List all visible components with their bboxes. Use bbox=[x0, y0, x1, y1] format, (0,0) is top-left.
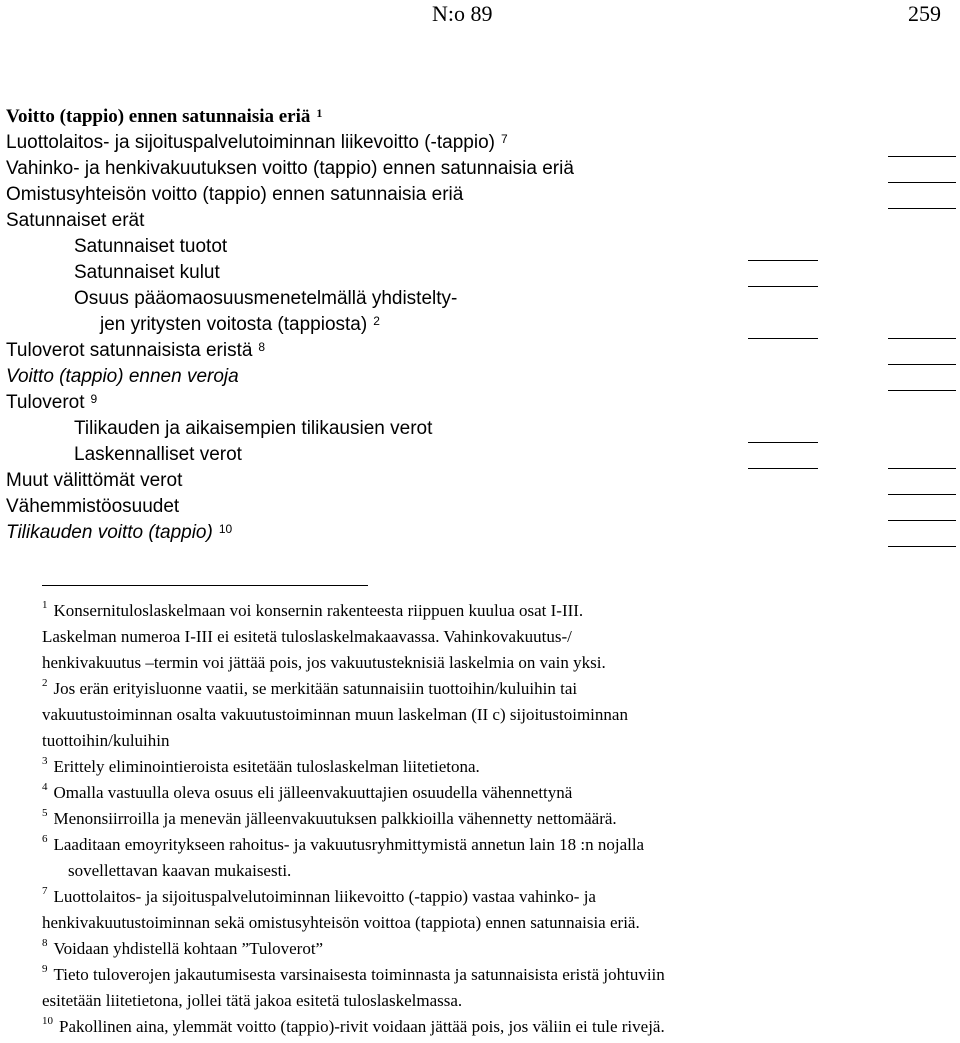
row-taxes-extraordinary: Tuloverot satunnaisista eristä $^8$ bbox=[6, 340, 266, 361]
footnote: $^2$ Jos erän erityisluonne vaatii, se merkitään satunnaisiin tuottoihin/kuluihin tai bbox=[42, 677, 578, 698]
footnote-ref: 10 bbox=[218, 522, 233, 536]
row-income-taxes: Tuloverot $^9$ bbox=[6, 392, 98, 413]
amount-blank bbox=[888, 468, 956, 469]
amount-blank bbox=[888, 208, 956, 209]
footnote: $^{10}$ Pakollinen aina, ylemmät voitto (tappio)-rivit voidaan jättää pois, jos väliin ei tule rivejä. bbox=[42, 1015, 665, 1036]
amount-blank bbox=[888, 494, 956, 495]
footnote-cont: vakuutustoiminnan osalta vakuutustoiminnan muun laskelman (II c) sijoitustoiminnan bbox=[42, 705, 628, 724]
row-extraordinary-items: Satunnaiset erät bbox=[6, 210, 145, 231]
row-minority-interests: Vähemmistöosuudet bbox=[6, 496, 180, 517]
amount-blank bbox=[888, 546, 956, 547]
row-current-taxes: Tilikauden ja aikaisempien tilikausien verot bbox=[74, 418, 433, 439]
row-other-direct-taxes: Muut välittömät verot bbox=[6, 470, 183, 491]
amount-blank bbox=[888, 182, 956, 183]
footnote-ref: 8 bbox=[258, 340, 266, 354]
page-number: 259 bbox=[908, 1, 941, 26]
row-credit-institution-profit: Luottolaitos- ja sijoituspalvelutoiminnan liikevoitto (-tappio) $^7$ bbox=[6, 132, 508, 153]
row-equity-method-share: Osuus pääomaosuusmenetelmällä yhdistelty- bbox=[74, 288, 458, 309]
footnote-cont: sovellettavan kaavan mukaisesti. bbox=[68, 861, 292, 880]
row-extraordinary-expenses: Satunnaiset kulut bbox=[74, 262, 220, 283]
amount-blank bbox=[888, 520, 956, 521]
amount-blank bbox=[748, 468, 818, 469]
footnote-cont: esitetään liitetietona, jollei tätä jakoa esitetä tuloslaskelmassa. bbox=[42, 991, 463, 1010]
row-equity-method-share-cont: jen yritysten voitosta (tappiosta) $^2$ bbox=[100, 314, 380, 335]
amount-blank bbox=[748, 286, 818, 287]
row-extraordinary-income: Satunnaiset tuotot bbox=[74, 236, 228, 257]
footnote: $^3$ Erittely eliminointieroista esitetään tuloslaskelman liitetietona. bbox=[42, 755, 480, 776]
footnote: $^1$ Konsernituloslaskelmaan voi konsernin rakenteesta riippuen kuulua osat I-III. bbox=[42, 599, 584, 620]
row-profit-before-extraordinary: Voitto (tappio) ennen satunnaisia eriä $^1$ bbox=[6, 106, 323, 127]
footnote-ref: 1 bbox=[316, 106, 323, 120]
footnote: $^5$ Menonsiirroilla ja menevän jälleenvakuutuksen palkkioilla vähennetty nettomäärä. bbox=[42, 807, 617, 828]
footnote: $^7$ Luottolaitos- ja sijoituspalvelutoiminnan liikevoitto (-tappio) vastaa vahinko- ja bbox=[42, 885, 596, 906]
footnote-cont: henkivakuutus –termin voi jättää pois, jos vakuutusteknisiä laskelmia on vain yksi. bbox=[42, 653, 606, 672]
amount-blank bbox=[748, 260, 818, 261]
footnote-ref: 9 bbox=[90, 392, 98, 406]
footnote-ref: 7 bbox=[500, 132, 508, 146]
footnote: $^9$ Tieto tuloverojen jakautumisesta varsinaisesta toiminnasta ja satunnaisista eristä johtuviin bbox=[42, 963, 665, 984]
footnote-cont: Laskelman numeroa I-III ei esitetä tuloslaskelmakaavassa. Vahinkovakuutus-/ bbox=[42, 627, 572, 646]
footnote-cont: tuottoihin/kuluihin bbox=[42, 731, 170, 750]
footnote: $^6$ Laaditaan emoyritykseen rahoitus- ja vakuutusryhmittymistä annetun lain 18 :n nojalla bbox=[42, 833, 645, 854]
footnote-separator bbox=[42, 585, 368, 586]
amount-blank bbox=[748, 442, 818, 443]
row-deferred-taxes: Laskennalliset verot bbox=[74, 444, 242, 465]
amount-blank bbox=[888, 338, 956, 339]
footnote: $^4$ Omalla vastuulla oleva osuus eli jälleenvakuuttajien osuudella vähennettynä bbox=[42, 781, 573, 802]
row-profit-for-period: Tilikauden voitto (tappio) $^{10}$ bbox=[6, 522, 233, 543]
row-insurance-profit: Vahinko- ja henkivakuutuksen voitto (tappio) ennen satunnaisia eriä bbox=[6, 158, 574, 179]
amount-blank bbox=[748, 338, 818, 339]
footnote: $^8$ Voidaan yhdistellä kohtaan ”Tuloverot” bbox=[42, 937, 324, 958]
page-header-left: N:o 89 bbox=[432, 1, 493, 26]
row-holding-company-profit: Omistusyhteisön voitto (tappio) ennen satunnaisia eriä bbox=[6, 184, 464, 205]
amount-blank bbox=[888, 364, 956, 365]
footnote-ref: 2 bbox=[373, 314, 380, 328]
footnote-cont: henkivakuutustoiminnan sekä omistusyhteisön voittoa (tappiota) ennen satunnaisia eriä. bbox=[42, 913, 640, 932]
amount-blank bbox=[888, 390, 956, 391]
amount-blank bbox=[888, 156, 956, 157]
row-profit-before-taxes: Voitto (tappio) ennen veroja bbox=[6, 366, 239, 387]
